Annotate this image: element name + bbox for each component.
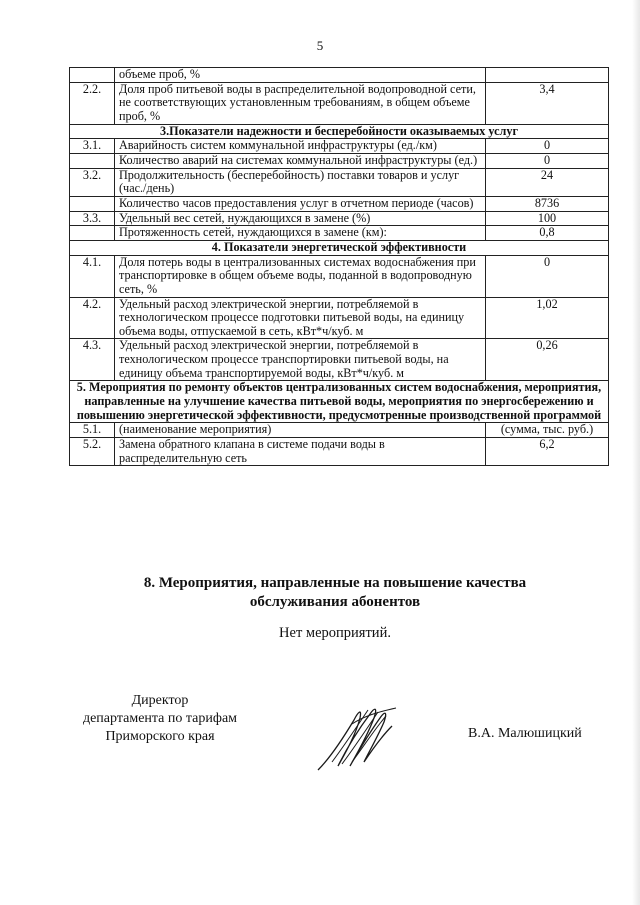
row-number: 4.3. (70, 339, 115, 381)
indicator-description: Удельный расход электрической энергии, потребляемой в технологическом процессе подготовки питьевой воды, на единицу объема воды, отпускаемой в сеть, кВт*ч/куб. м (115, 297, 486, 339)
table-row (70, 438, 609, 466)
handwritten-signature (312, 700, 402, 780)
indicator-value: 0,8 (486, 226, 609, 241)
indicator-value: 100 (486, 211, 609, 226)
table-row (70, 339, 609, 381)
row-number (70, 153, 115, 168)
row-number: 3.3. (70, 211, 115, 226)
indicator-description: Протяженность сетей, нуждающихся в замене (км): (115, 226, 486, 241)
row-number: 4.1. (70, 255, 115, 297)
indicator-description: Продолжительность (бесперебойность) поставки товаров и услуг (час./день) (115, 168, 486, 196)
indicator-value: 6,2 (486, 438, 609, 466)
signer-title-line1: Директор (131, 693, 189, 708)
table-row (70, 68, 609, 83)
page-number: 5 (316, 38, 324, 53)
table-row (70, 423, 609, 438)
row-number: 3.2. (70, 168, 115, 196)
indicator-value: 3,4 (486, 82, 609, 124)
table-row (70, 196, 609, 211)
indicator-description: Доля проб питьевой воды в распределительной водопроводной сети, не соответствующих установленным требованиям, в общем объеме проб, % (115, 82, 486, 124)
indicator-description: Количество часов предоставления услуг в отчетном периоде (часов) (115, 196, 486, 211)
row-number: 3.1. (70, 139, 115, 154)
section-8-heading-line2: обслуживания абонентов (249, 593, 421, 610)
row-number: 2.2. (70, 82, 115, 124)
indicator-description: Аварийность систем коммунальной инфраструктуры (ед./км) (115, 139, 486, 154)
table-row (70, 153, 609, 168)
section-heading: 4. Показатели энергетической эффективности (70, 240, 609, 255)
indicator-description: Доля потерь воды в централизованных системах водоснабжения при транспортировке в общем объеме воды, поданной в водопроводную сеть, % (115, 255, 486, 297)
row-number: 5.2. (70, 438, 115, 466)
row-number: 5.1. (70, 423, 115, 438)
section-8-heading-line1: 8. Мероприятия, направленные на повышение качества (143, 575, 527, 591)
table-row (70, 82, 609, 124)
table-row (70, 297, 609, 339)
row-number: 4.2. (70, 297, 115, 339)
page-edge-shadow (632, 0, 640, 905)
signer-name: В.А. Малюшицкий (468, 726, 582, 741)
indicator-value: (сумма, тыс. руб.) (486, 423, 609, 438)
indicator-value: 0 (486, 139, 609, 154)
table-section-row (70, 240, 609, 255)
signer-title-line2: департамента по тарифам (82, 711, 238, 727)
table-row (70, 211, 609, 226)
indicator-value: 24 (486, 168, 609, 196)
table-row (70, 168, 609, 196)
indicator-value: 0 (486, 153, 609, 168)
row-number (70, 226, 115, 241)
indicator-value: 0 (486, 255, 609, 297)
indicator-description: объеме проб, % (115, 68, 486, 83)
indicator-value (486, 68, 609, 83)
table-row (70, 255, 609, 297)
section-8-body: Нет мероприятий. (279, 625, 391, 641)
table-row (70, 139, 609, 154)
row-number (70, 196, 115, 211)
indicator-description: (наименование мероприятия) (115, 423, 486, 438)
indicator-description: Количество аварий на системах коммунальной инфраструктуры (ед.) (115, 153, 486, 168)
table-section-row (70, 381, 609, 423)
row-number (70, 68, 115, 83)
table-section-row (70, 124, 609, 139)
indicator-description: Удельный вес сетей, нуждающихся в замене (%) (115, 211, 486, 226)
indicator-value: 1,02 (486, 297, 609, 339)
section-heading: 5. Мероприятия по ремонту объектов централизованных систем водоснабжения, мероприятия, направленные на улучшение качества питьевой воды, мероприятия по энергосбережению и повышению энергетической эффективности, предусмотренные производственной программой (70, 381, 609, 423)
signer-title-line3: Приморского края (105, 729, 215, 745)
table-row (70, 226, 609, 241)
indicator-value: 0,26 (486, 339, 609, 381)
section-8-heading (0, 574, 640, 612)
indicator-value: 8736 (486, 196, 609, 211)
section-heading: 3.Показатели надежности и бесперебойности оказываемых услуг (70, 124, 609, 139)
signer-title (55, 692, 265, 747)
indicator-description: Удельный расход электрической энергии, потребляемой в технологическом процессе транспортировки питьевой воды, на единицу объема транспортируемой воды, кВт*ч/куб. м (115, 339, 486, 381)
indicators-table (69, 67, 609, 466)
indicator-description: Замена обратного клапана в системе подачи воды в распределительную сеть (115, 438, 486, 466)
